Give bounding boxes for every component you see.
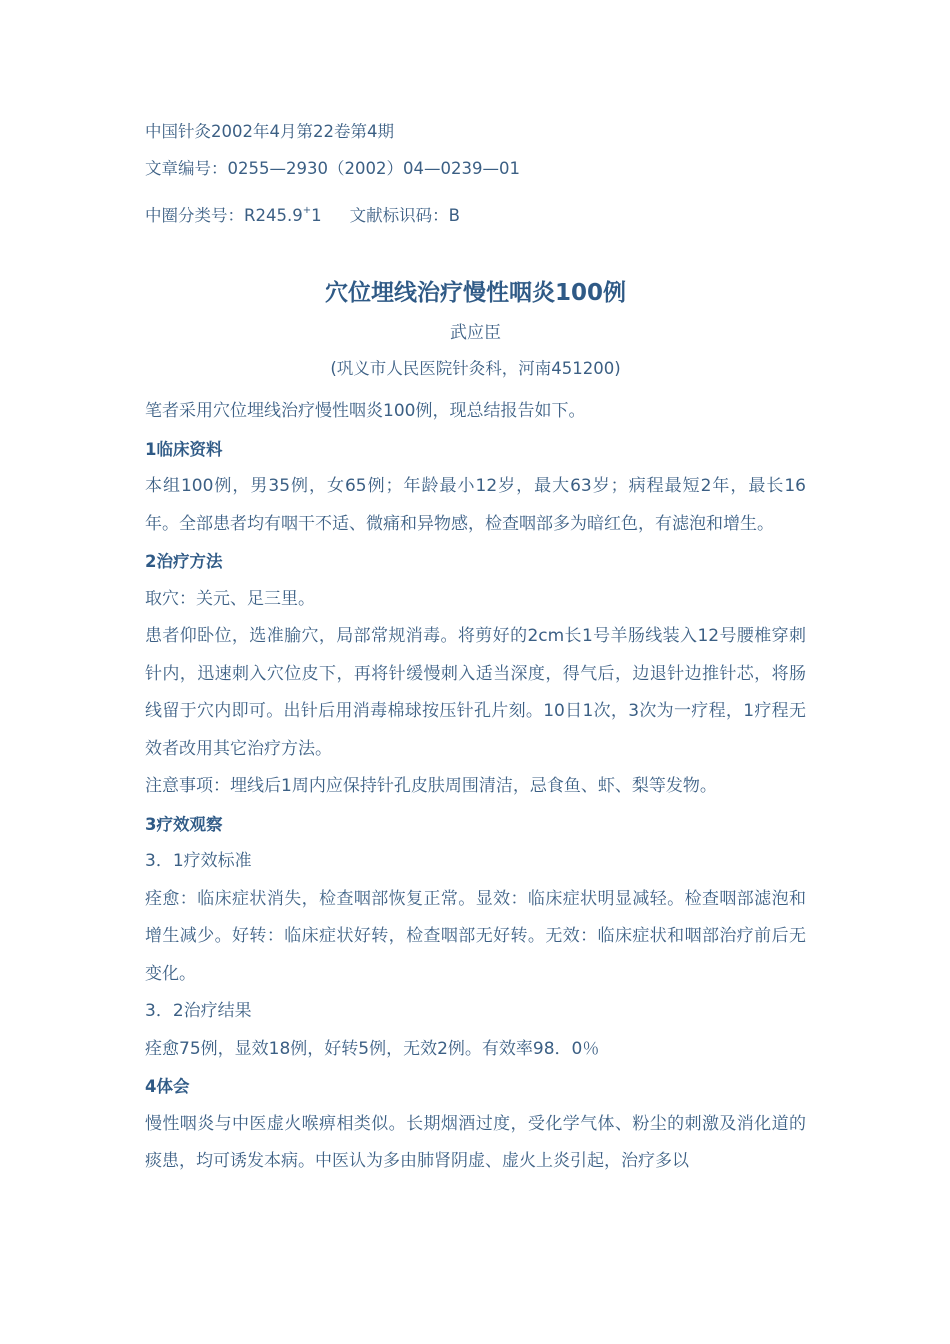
section-heading-discussion: 4体会 (145, 1077, 190, 1096)
section-heading-clinical-data: 1临床资料 (145, 439, 223, 459)
efficacy-criteria-paragraph: 痊愈：临床症状消失，检查咽部恢复正常。显效：临床症状明显减轻。检查咽部滤泡和增生减少。好转：临床症状好转，检查咽部无好转。无效：临床症状和咽部治疗前后无变化。 (145, 888, 806, 984)
author-affiliation: (巩义市人民医院针灸科，河南451200) (330, 359, 621, 378)
article-number: 文章编号：0255—2930（2002）04—0239—01 (145, 159, 520, 178)
classification-number: 中圈分类号：R245.9 (145, 206, 303, 225)
procedure-paragraph: 患者仰卧位，选准腧穴，局部常规消毒。将剪好的2cm长1号羊肠线装入12号腰椎穿刺针内，迅速刺入穴位皮下，再将针缓慢刺入适当深度，得气后，边退针边推针芯，将肠线留于穴内即可。出针后用消毒棉球按压针孔片刻。10日1次，3次为一疗程，1疗程无效者改用其它治疗方法。 (145, 626, 806, 759)
classification-line (145, 199, 806, 228)
discussion-paragraph: 慢性咽炎与中医虚火喉痹相类似。长期烟酒过度，受化学气体、粉尘的刺激及消化道的痰患，均可诱发本病。中医认为多由肺肾阴虚、虚火上炎引起，治疗多以 (145, 1113, 806, 1171)
section-heading-treatment-method: 2治疗方法 (145, 552, 223, 571)
precautions-paragraph: 注意事项：埋线后1周内应保持针孔皮肤周围清洁，忌食鱼、虾、梨等发物。 (145, 776, 717, 796)
journal-line: 中国针灸2002年4月第22卷第4期 (145, 122, 394, 141)
acupoint-selection-paragraph: 取穴：关元、足三里。 (145, 588, 315, 609)
classification-suffix: 1 (311, 206, 322, 225)
subheading-efficacy-criteria: 3．1疗效标准 (145, 851, 252, 871)
article-body (145, 393, 806, 1181)
treatment-results-paragraph: 痊愈75例，显效18例，好转5例，无效2例。有效率98．0％ (145, 1038, 600, 1059)
intro-paragraph: 笔者采用穴位埋线治疗慢性咽炎100例，现总结报告如下。 (145, 401, 586, 421)
subheading-treatment-results: 3．2治疗结果 (145, 1001, 252, 1021)
document-code: 文献标识码：B (349, 206, 460, 225)
author-name: 武应臣 (450, 323, 501, 343)
clinical-data-paragraph: 本组100例，男35例，女65例；年龄最小12岁，最大63岁；病程最短2年，最长16年。全部患者均有咽干不适、微痛和异物感，检查咽部多为暗红色，有滤泡和增生。 (145, 476, 806, 534)
section-heading-efficacy: 3疗效观察 (145, 814, 223, 834)
classification-superscript: + (302, 205, 312, 216)
article-title: 穴位埋线治疗慢性咽炎100例 (324, 280, 626, 306)
